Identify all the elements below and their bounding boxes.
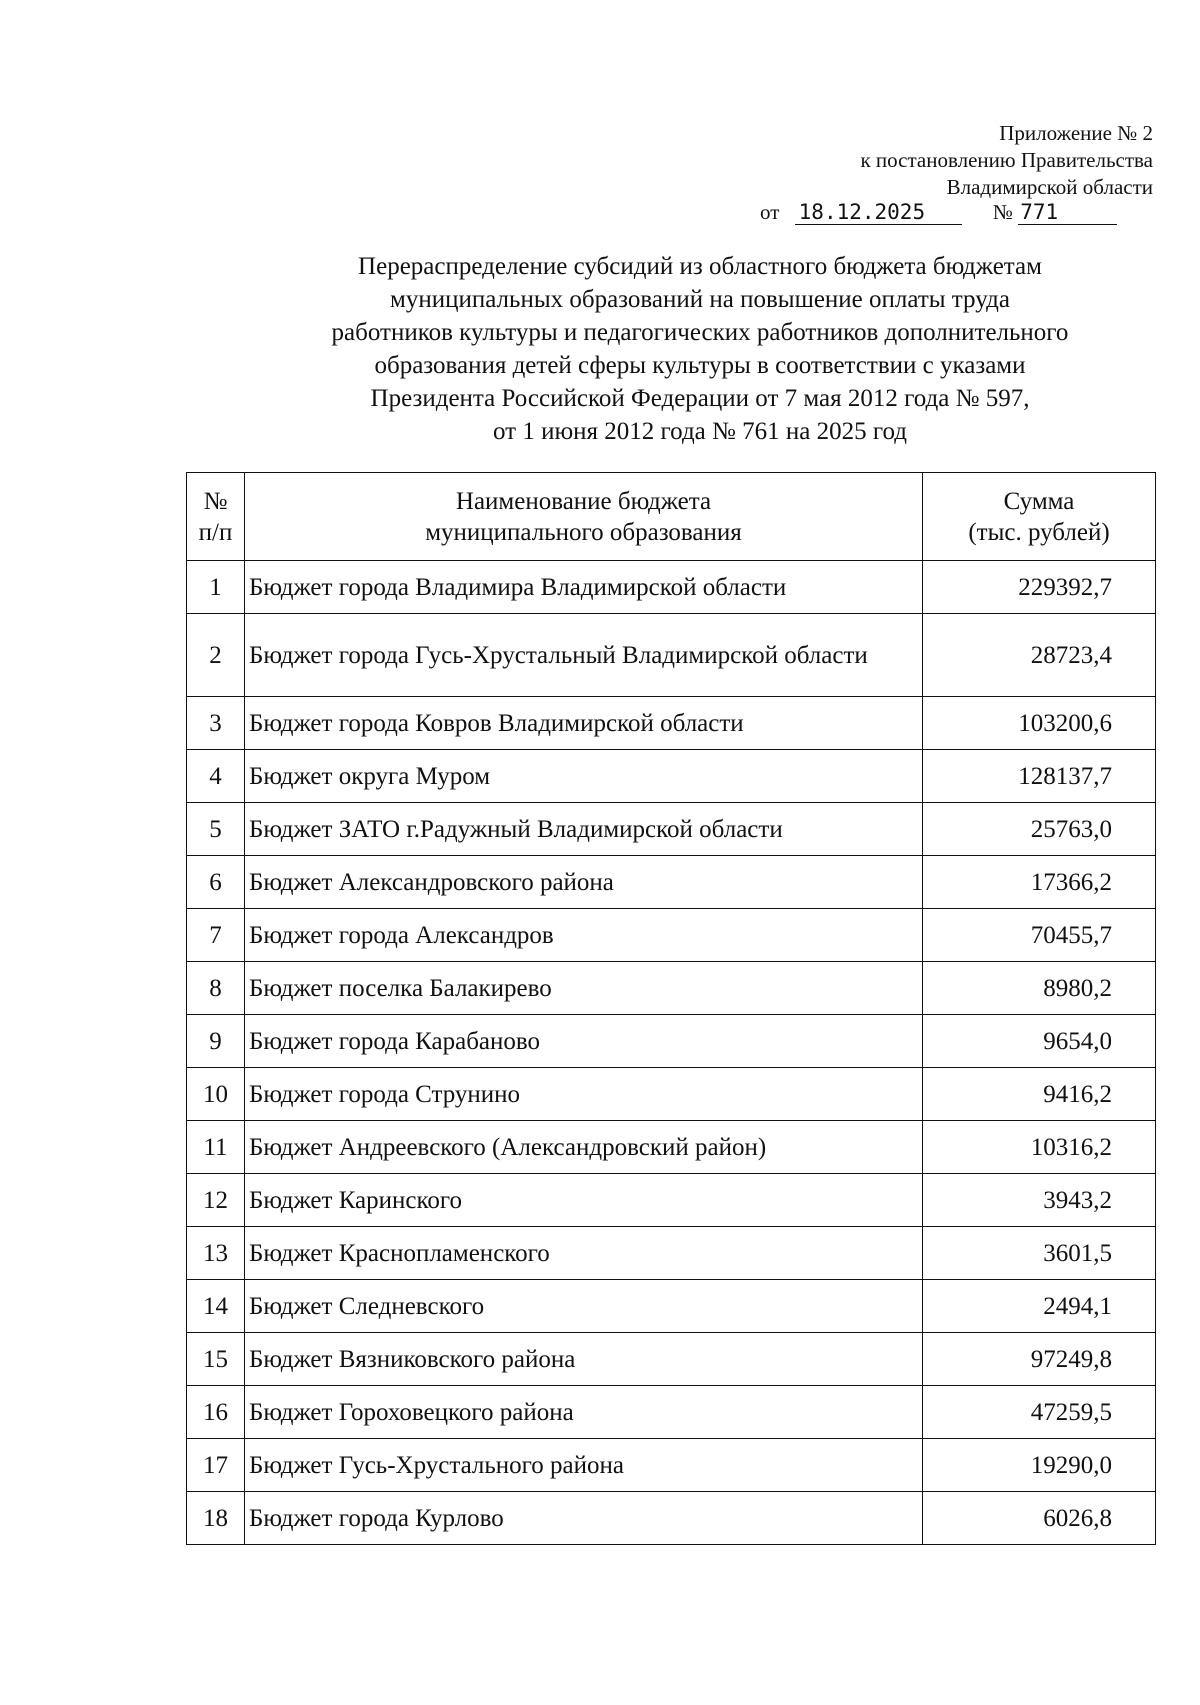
row-budget-name: Бюджет города Ковров Владимирской области — [245, 697, 923, 750]
table-row — [187, 1280, 1156, 1333]
title-line: Перераспределение субсидий из областного бюджета бюджетам — [358, 253, 1042, 280]
row-sum: 3601,5 — [923, 1227, 1156, 1280]
title-line: образования детей сферы культуры в соответствии с указами — [374, 352, 1026, 379]
row-number: 17 — [187, 1439, 245, 1492]
row-number: 16 — [187, 1386, 245, 1439]
row-budget-name: Бюджет города Струнино — [245, 1068, 923, 1121]
row-sum: 17366,2 — [923, 856, 1156, 909]
region-label: Владимирской области — [946, 175, 1153, 199]
title-line: от 1 июня 2012 года № 761 на 2025 год — [493, 418, 907, 445]
table-row — [187, 750, 1156, 803]
row-number: 4 — [187, 750, 245, 803]
table-row — [187, 1492, 1156, 1545]
row-number: 15 — [187, 1333, 245, 1386]
row-number: 6 — [187, 856, 245, 909]
row-sum: 3943,2 — [923, 1174, 1156, 1227]
resolution-number: 771 — [1018, 200, 1117, 225]
row-number: 3 — [187, 697, 245, 750]
row-sum: 70455,7 — [923, 909, 1156, 962]
table-row — [187, 1174, 1156, 1227]
header-number: № п/п — [187, 473, 245, 561]
row-budget-name: Бюджет Краснопламенского — [245, 1227, 923, 1280]
row-budget-name: Бюджет округа Муром — [245, 750, 923, 803]
row-number: 9 — [187, 1015, 245, 1068]
row-sum: 47259,5 — [923, 1386, 1156, 1439]
header-budget-name: Наименование бюджета муниципального образования — [245, 473, 923, 561]
row-budget-name: Бюджет города Карабаново — [245, 1015, 923, 1068]
title-line: работников культуры и педагогических работников дополнительного — [331, 319, 1069, 346]
row-budget-name: Бюджет Гусь-Хрустального района — [245, 1439, 923, 1492]
row-budget-name: Бюджет города Курлово — [245, 1492, 923, 1545]
table-row — [187, 1068, 1156, 1121]
date-number-line — [760, 200, 1117, 225]
row-number: 10 — [187, 1068, 245, 1121]
row-sum: 25763,0 — [923, 803, 1156, 856]
row-budget-name: Бюджет Вязниковского района — [245, 1333, 923, 1386]
table-row — [187, 614, 1156, 697]
row-budget-name: Бюджет Гороховецкого района — [245, 1386, 923, 1439]
table-header-row — [187, 473, 1156, 561]
row-sum: 128137,7 — [923, 750, 1156, 803]
header-sum: Сумма (тыс. рублей) — [923, 473, 1156, 561]
row-sum: 2494,1 — [923, 1280, 1156, 1333]
number-prefix: № — [992, 200, 1013, 224]
row-budget-name: Бюджет города Гусь-Хрустальный Владимирской области — [245, 614, 923, 697]
row-number: 2 — [187, 614, 245, 697]
table-row — [187, 1227, 1156, 1280]
title-line: муниципальных образований на повышение оплаты труда — [390, 286, 1010, 313]
table-row — [187, 962, 1156, 1015]
row-sum: 6026,8 — [923, 1492, 1156, 1545]
appendix-label: Приложение № 2 — [999, 121, 1153, 145]
resolution-date: 18.12.2025 — [795, 200, 962, 225]
table-row — [187, 1015, 1156, 1068]
row-sum: 9416,2 — [923, 1068, 1156, 1121]
subsidy-table — [186, 472, 1156, 1545]
table-row — [187, 561, 1156, 614]
row-budget-name: Бюджет ЗАТО г.Радужный Владимирской области — [245, 803, 923, 856]
table-row — [187, 909, 1156, 962]
row-sum: 9654,0 — [923, 1015, 1156, 1068]
row-sum: 103200,6 — [923, 697, 1156, 750]
row-number: 7 — [187, 909, 245, 962]
table-row — [187, 1121, 1156, 1174]
row-sum: 97249,8 — [923, 1333, 1156, 1386]
row-budget-name: Бюджет Александровского района — [245, 856, 923, 909]
resolution-label: к постановлению Правительства — [860, 148, 1153, 172]
table-row — [187, 803, 1156, 856]
row-sum: 10316,2 — [923, 1121, 1156, 1174]
table-row — [187, 856, 1156, 909]
row-number: 14 — [187, 1280, 245, 1333]
row-budget-name: Бюджет Следневского — [245, 1280, 923, 1333]
row-budget-name: Бюджет поселка Балакирево — [245, 962, 923, 1015]
row-sum: 19290,0 — [923, 1439, 1156, 1492]
row-sum: 229392,7 — [923, 561, 1156, 614]
row-number: 11 — [187, 1121, 245, 1174]
row-budget-name: Бюджет города Александров — [245, 909, 923, 962]
row-sum: 8980,2 — [923, 962, 1156, 1015]
row-budget-name: Бюджет Андреевского (Александровский район) — [245, 1121, 923, 1174]
table-row — [187, 697, 1156, 750]
row-number: 1 — [187, 561, 245, 614]
row-sum: 28723,4 — [923, 614, 1156, 697]
row-number: 12 — [187, 1174, 245, 1227]
title-line: Президента Российской Федерации от 7 мая 2012 года № 597, — [370, 385, 1030, 412]
row-budget-name: Бюджет города Владимира Владимирской области — [245, 561, 923, 614]
row-budget-name: Бюджет Каринского — [245, 1174, 923, 1227]
row-number: 8 — [187, 962, 245, 1015]
row-number: 13 — [187, 1227, 245, 1280]
document-header — [860, 120, 1153, 201]
document-title — [230, 250, 1170, 448]
row-number: 18 — [187, 1492, 245, 1545]
table-row — [187, 1386, 1156, 1439]
table-row — [187, 1439, 1156, 1492]
date-prefix: от — [760, 200, 780, 224]
table-row — [187, 1333, 1156, 1386]
row-number: 5 — [187, 803, 245, 856]
